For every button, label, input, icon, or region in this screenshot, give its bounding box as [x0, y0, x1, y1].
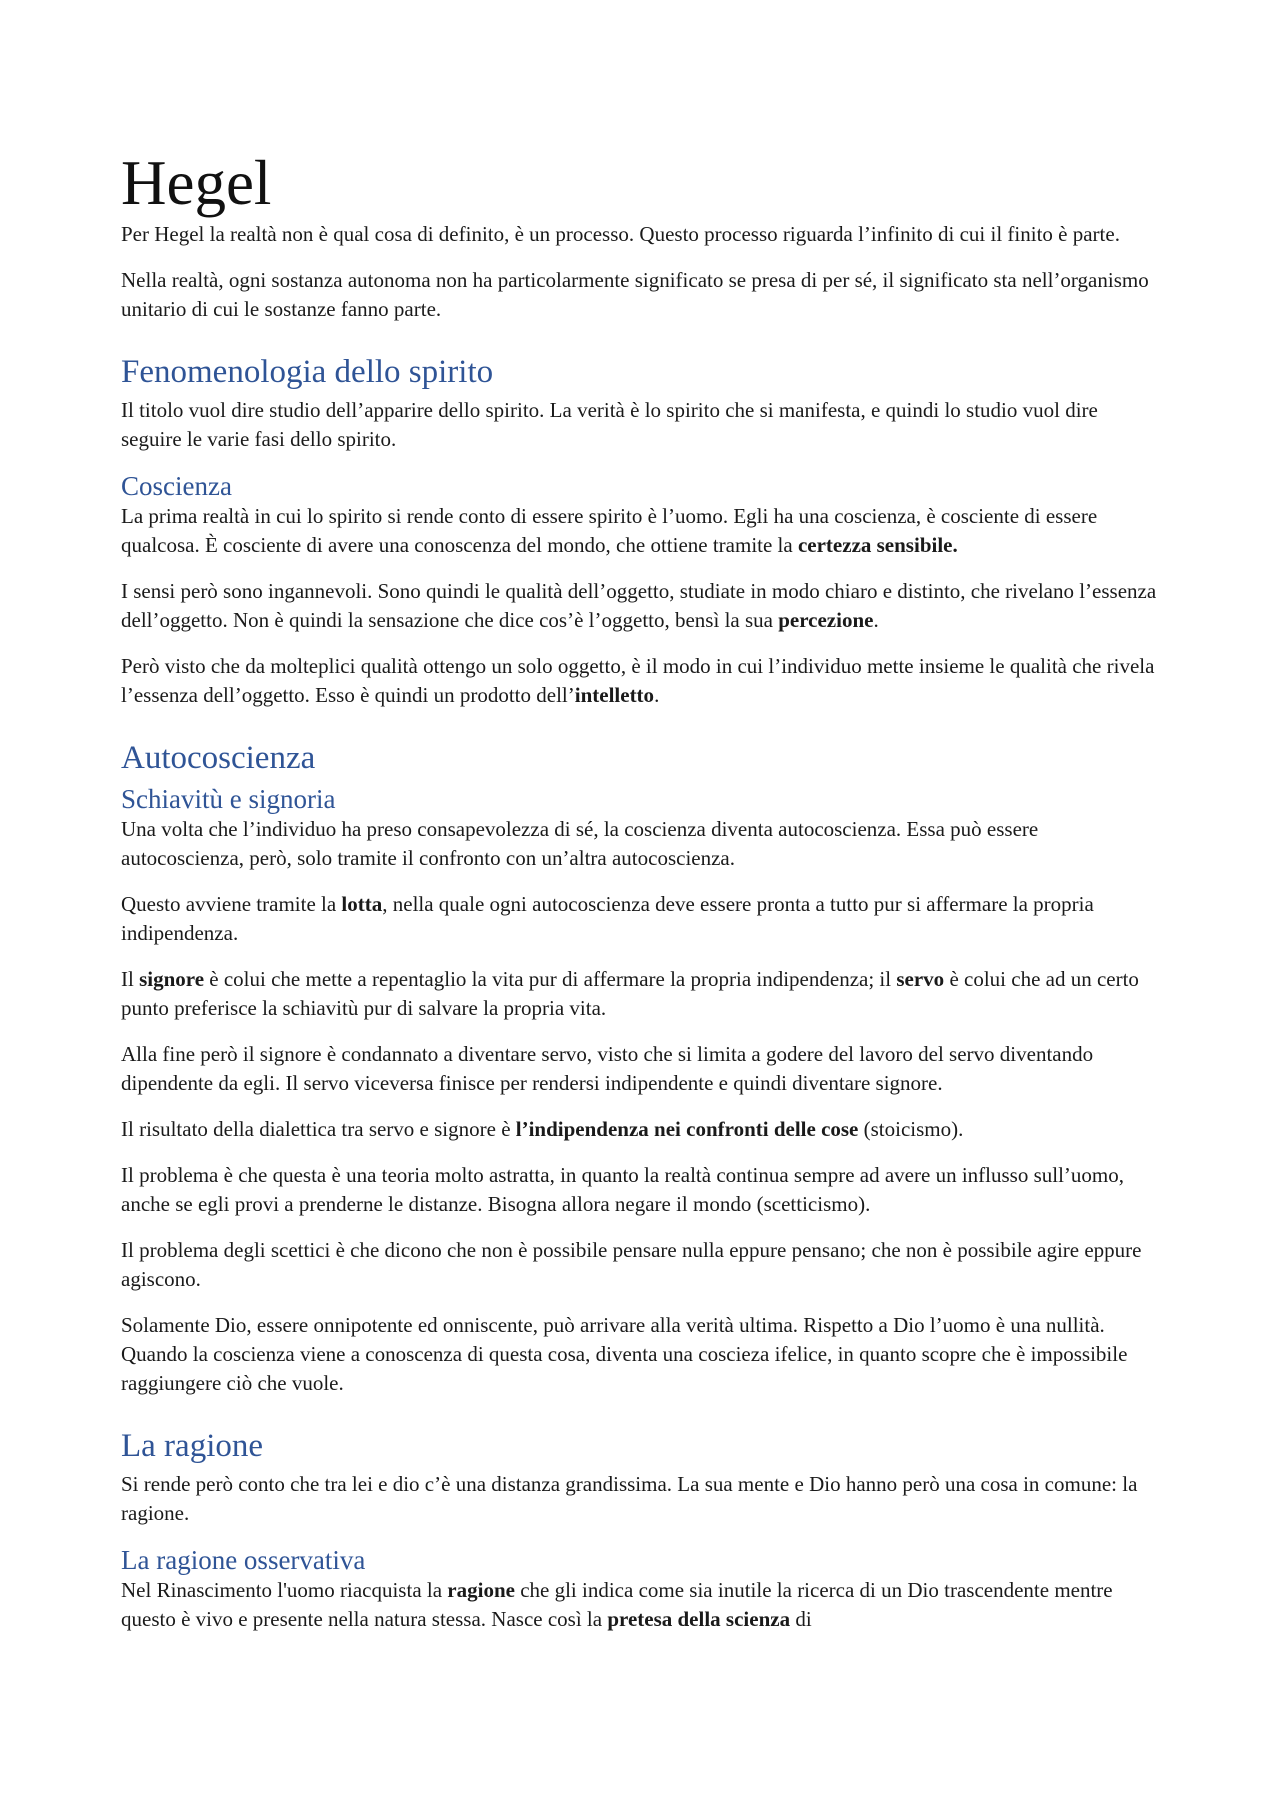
schiavitu-paragraph-6: Il problema è che questa è una teoria molto astratta, in quanto la realtà continua sempre ad avere un influsso sull’uomo, anche se egli provi a prenderne le distanze. Bisogna allora negare il mondo (scetticismo).	[121, 1163, 1124, 1217]
bold-certezza-sensibile: certezza sensibile.	[797, 533, 958, 558]
schiavitu-paragraph-1: Una volta che l’individuo ha preso consapevolezza di sé, la coscienza diventa autocoscienza. Essa può essere autocoscienza, però, solo tramite il confronto con un’altra autocoscienza.	[121, 817, 1039, 871]
bold-ragione: ragione	[447, 1578, 515, 1603]
bold-percezione: percezione	[778, 608, 874, 633]
coscienza-paragraph-2: I sensi però sono ingannevoli. Sono quindi le qualità dell’oggetto, studiate in modo chiaro e distinto, che rivelano l’essenza dell’oggetto. Non è quindi la sensazione che dice cos’è l’oggetto, bensì la sua percezione.	[121, 579, 1157, 633]
document-title: Hegel	[121, 148, 272, 218]
bold-signore: signore	[139, 967, 205, 992]
bold-lotta: lotta	[341, 892, 383, 917]
heading-coscienza: Coscienza	[121, 471, 232, 502]
bold-pretesa-della-scienza: pretesa della scienza	[607, 1607, 791, 1632]
schiavitu-paragraph-8: Solamente Dio, essere onnipotente ed onniscente, può arrivare alla verità ultima. Rispetto a Dio l’uomo è una nullità. Quando la coscienza viene a conoscenza di questa cosa, diventa una coscieza ifelice, in quanto scopre che è impossibile raggiungere ciò che vuole.	[121, 1313, 1128, 1396]
heading-ragione-osservativa: La ragione osservativa	[121, 1545, 366, 1576]
heading-autocoscienza: Autocoscienza	[121, 740, 316, 777]
fenomenologia-paragraph-1: Il titolo vuol dire studio dell’apparire dello spirito. La verità è lo spirito che si manifesta, e quindi lo studio vuol dire seguire le varie fasi dello spirito.	[121, 398, 1098, 452]
intro-paragraph-1: Per Hegel la realtà non è qual cosa di definito, è un processo. Questo processo riguarda l’infinito di cui il finito è parte.	[121, 222, 1120, 247]
schiavitu-paragraph-2: Questo avviene tramite la lotta, nella quale ogni autocoscienza deve essere pronta a tutto pur si affermare la propria indipendenza.	[121, 892, 1094, 946]
heading-schiavitu: Schiavitù e signoria	[121, 784, 336, 815]
bold-indipendenza: l’indipendenza nei confronti delle cose	[515, 1117, 859, 1142]
schiavitu-paragraph-5: Il risultato della dialettica tra servo e signore è l’indipendenza nei confronti delle cose (stoicismo).	[121, 1117, 964, 1142]
heading-fenomenologia: Fenomenologia dello spirito	[121, 354, 494, 391]
schiavitu-paragraph-4: Alla fine però il signore è condannato a diventare servo, visto che si limita a godere del lavoro del servo diventando dipendente da egli. Il servo viceversa finisce per rendersi indipendente e quindi diventare signore.	[121, 1042, 1094, 1096]
coscienza-paragraph-3: Però visto che da molteplici qualità ottengo un solo oggetto, è il modo in cui l’individuo mette insieme le qualità che rivela l’essenza dell’oggetto. Esso è quindi un prodotto dell’intelletto.	[121, 654, 1155, 708]
bold-servo: servo	[896, 967, 945, 992]
intro-paragraph-2: Nella realtà, ogni sostanza autonoma non ha particolarmente significato se presa di per sé, il significato sta nell’organismo unitario di cui le sostanze fanno parte.	[121, 268, 1149, 322]
schiavitu-paragraph-3: Il signore è colui che mette a repentaglio la vita pur di affermare la propria indipendenza; il servo è colui che ad un certo punto preferisce la schiavitù pur di salvare la propria vita.	[121, 967, 1139, 1021]
bold-intelletto: intelletto	[574, 683, 655, 708]
coscienza-paragraph-1: La prima realtà in cui lo spirito si rende conto di essere spirito è l’uomo. Egli ha una coscienza, è cosciente di essere qualcosa. È cosciente di avere una conoscenza del mondo, che ottiene tramite la certezza sensibile.	[121, 504, 1098, 558]
schiavitu-paragraph-7: Il problema degli scettici è che dicono che non è possibile pensare nulla eppure pensano; che non è possibile agire eppure agiscono.	[121, 1238, 1142, 1292]
osservativa-paragraph-1: Nel Rinascimento l'uomo riacquista la ragione che gli indica come sia inutile la ricerca di un Dio trascendente mentre questo è vivo e presente nella natura stessa. Nasce così la pretesa della scienza di	[121, 1578, 1113, 1632]
ragione-paragraph-1: Si rende però conto che tra lei e dio c’è una distanza grandissima. La sua mente e Dio hanno però una cosa in comune: la ragione.	[121, 1472, 1138, 1526]
heading-ragione: La ragione	[121, 1428, 264, 1465]
